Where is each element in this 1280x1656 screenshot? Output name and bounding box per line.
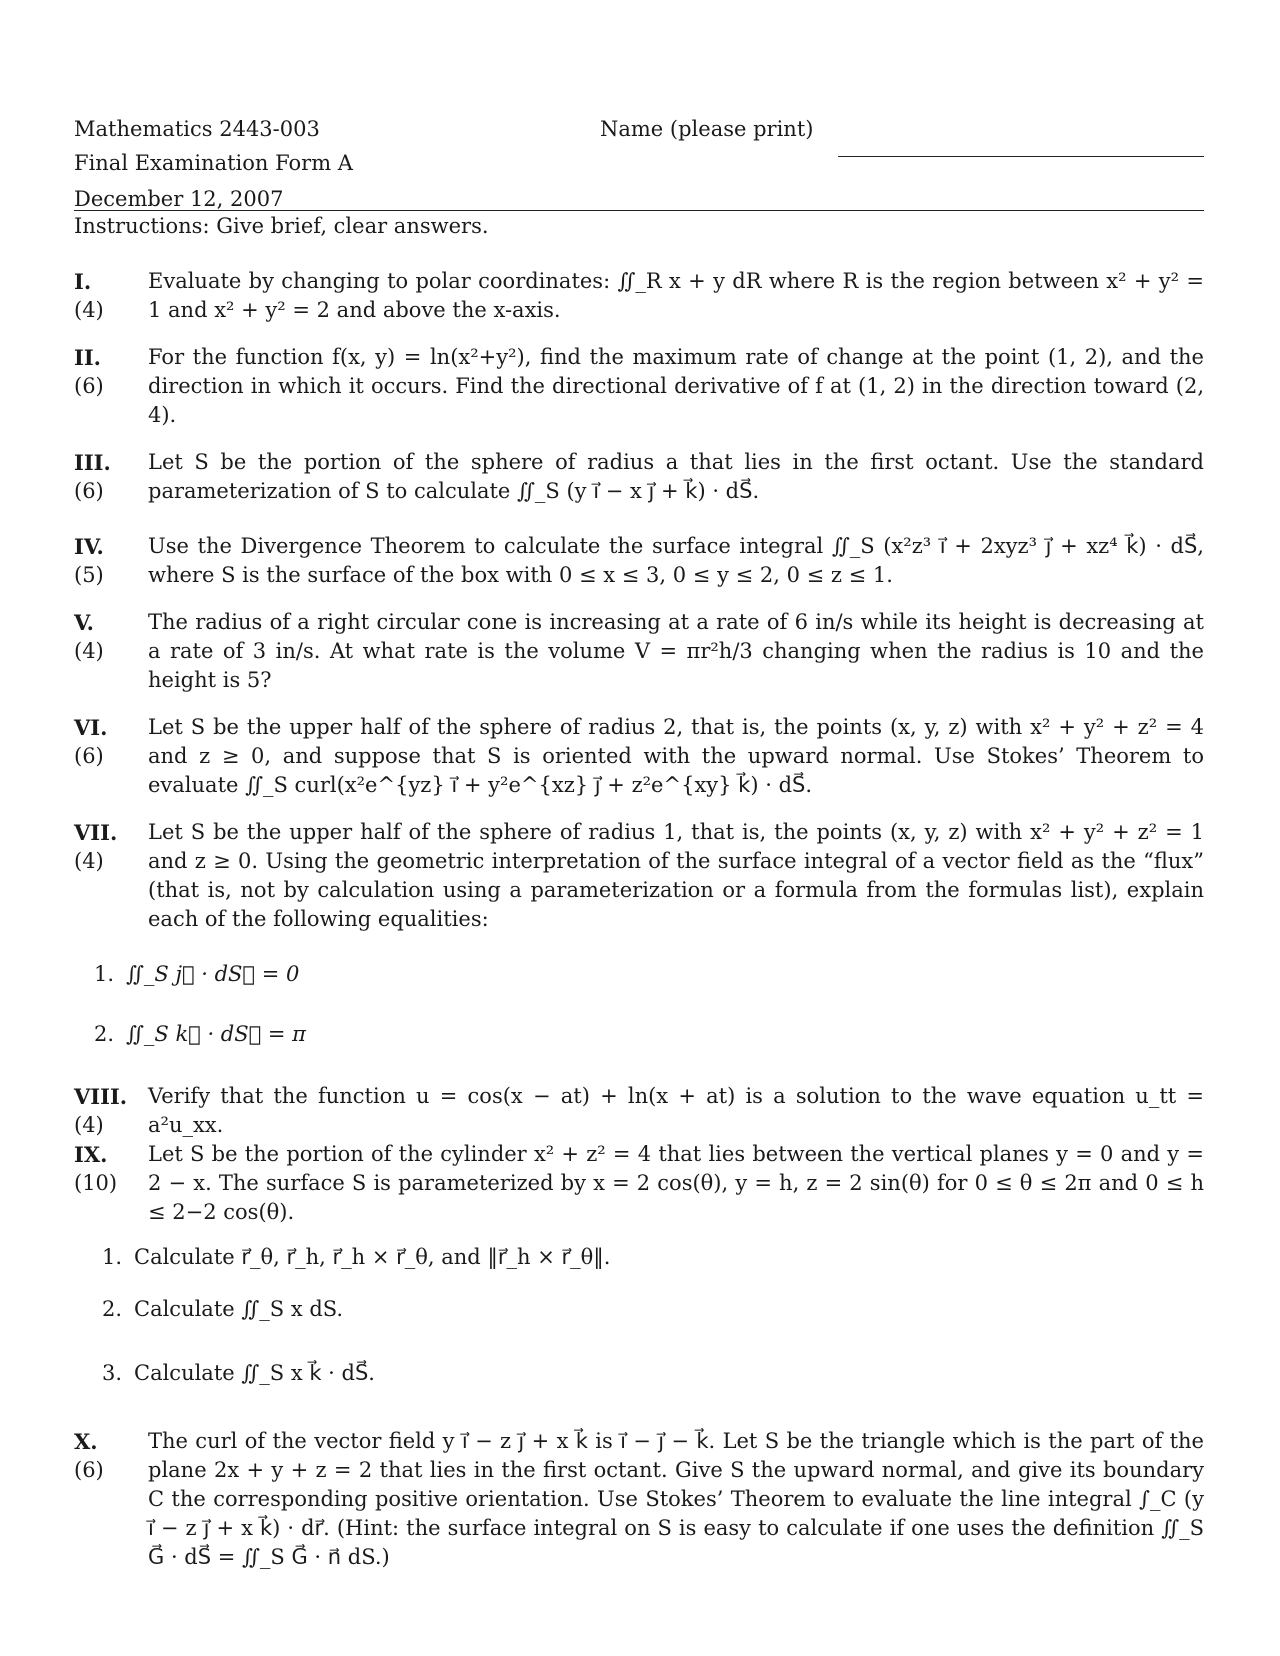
problem-points: (6) [74,744,104,768]
problem-number: I. [74,269,92,294]
problem-9-items [102,1237,1204,1405]
problem-points: (6) [74,479,104,503]
problem-points: (6) [74,1458,104,1482]
list-item: 2. ∬_S k⃗ · dS⃗ = π [94,1022,306,1046]
problem-text: For the function f(x, y) = ln(x²+y²), find the maximum rate of change at the point (1, 2), and the direction in which it occurs. Find the directional derivative of f at (1, 2) in the direction toward (2, 4). [148,345,1204,427]
problem-number: V. [74,610,94,635]
problem-text: Let S be the portion of the sphere of radius a that lies in the first octant. Use the standard parameterization of S to calculate ∬_S (y i⃗ − x j⃗ + k⃗) · dS⃗. [148,450,1204,503]
problem-text: The curl of the vector field y i⃗ − z j⃗ + x k⃗ is i⃗ − j⃗ − k⃗. Let S be the triangle which is the part of the plane 2x + y + z = 2 that lies in the first octant. Give S the upward normal, and give its boundary C the corresponding positive orientation. Use Stokes’ Theorem to evaluate the line integral ∫_C (y i⃗ − z j⃗ + x k⃗) · dr⃗. (Hint: the surface integral on S is easy to calculate if one uses the definition ∬_S G⃗ · dS⃗ = ∬_S G⃗ · n⃗ dS.) [148,1429,1204,1569]
problem-8 [74,1082,1204,1140]
problem-number: II. [74,345,101,370]
list-item: 1. ∬_S j⃗ · dS⃗ = 0 [94,962,300,986]
problem-number: VI. [74,715,108,740]
problem-text: Let S be the upper half of the sphere of radius 2, that is, the points (x, y, z) with x² + y² + z² = 4 and z ≥ 0, and suppose that S is oriented with the upward normal. Use Stokes’ Theorem to evaluate ∬_S curl(x²e^{yz} i⃗ + y²e^{xz} j⃗ + z²e^{xy} k⃗) · dS⃗. [148,715,1204,797]
list-item: 3. Calculate ∬_S x k⃗ · dS⃗. [102,1361,375,1385]
problem-text: The radius of a right circular cone is increasing at a rate of 6 in/s while its height is decreasing at a rate of 3 in/s. At what rate is the volume V = πr²h/3 changing when the radius is 10 and the height is 5? [148,610,1204,692]
problem-points: (5) [74,563,104,587]
problem-points: (4) [74,298,104,322]
problem-4 [74,532,1204,590]
problem-points: (4) [74,849,104,873]
list-item: 1. Calculate r⃗_θ, r⃗_h, r⃗_h × r⃗_θ, and ‖r⃗_h × r⃗_θ‖. [102,1245,611,1269]
exam-page [74,112,1204,1572]
problem-number: III. [74,450,111,475]
problem-points: (4) [74,1113,104,1137]
header-row-1 [74,112,1204,146]
form-title: Final Examination Form A [74,151,353,175]
problem-text: Evaluate by changing to polar coordinates: ∬_R x + y dR where R is the region between x² + y² = 1 and x² + y² = 2 and above the x-axis. [148,269,1204,322]
problem-7-items [94,944,1204,1064]
problem-9 [74,1140,1204,1227]
problem-3 [74,448,1204,506]
problem-points: (10) [74,1171,118,1195]
instructions: Instructions: Give brief, clear answers. [74,214,489,238]
problem-number: VII. [74,820,118,845]
course-title: Mathematics 2443-003 [74,117,320,141]
list-item: 2. Calculate ∬_S x dS. [102,1297,344,1321]
problem-text: Let S be the portion of the cylinder x² + z² = 4 that lies between the vertical planes y = 0 and y = 2 − x. The surface S is parameterized by x = 2 cos(θ), y = h, z = 2 sin(θ) for 0 ≤ θ ≤ 2π and 0 ≤ h ≤ 2−2 cos(θ). [148,1142,1204,1224]
problem-number: X. [74,1429,98,1454]
problem-text: Use the Divergence Theorem to calculate the surface integral ∬_S (x²z³ i⃗ + 2xyz³ j⃗ + xz⁴ k⃗) · dS⃗, where S is the surface of the box with 0 ≤ x ≤ 3, 0 ≤ y ≤ 2, 0 ≤ z ≤ 1. [148,534,1204,587]
problem-number: IV. [74,534,104,559]
problem-number: VIII. [74,1084,128,1109]
problem-number: IX. [74,1142,108,1167]
exam-date: December 12, 2007 [74,187,284,211]
problem-points: (6) [74,374,104,398]
problem-text: Verify that the function u = cos(x − at) + ln(x + at) is a solution to the wave equation u_tt = a²u_xx. [148,1084,1204,1137]
name-label: Name (please print) [600,117,814,141]
problem-points: (4) [74,639,104,663]
problem-text: Let S be the upper half of the sphere of radius 1, that is, the points (x, y, z) with x² + y² + z² = 1 and z ≥ 0. Using the geometric interpretation of the surface integral of a vector field as the “flux” (that is, not by calculation using a parameterization or a formula from the formulas list), explain each of the following equalities: [148,820,1204,931]
problem-5 [74,608,1204,695]
problem-7 [74,818,1204,934]
problem-10 [74,1427,1204,1572]
problem-6 [74,713,1204,800]
problem-1 [74,267,1204,325]
problem-2 [74,343,1204,430]
